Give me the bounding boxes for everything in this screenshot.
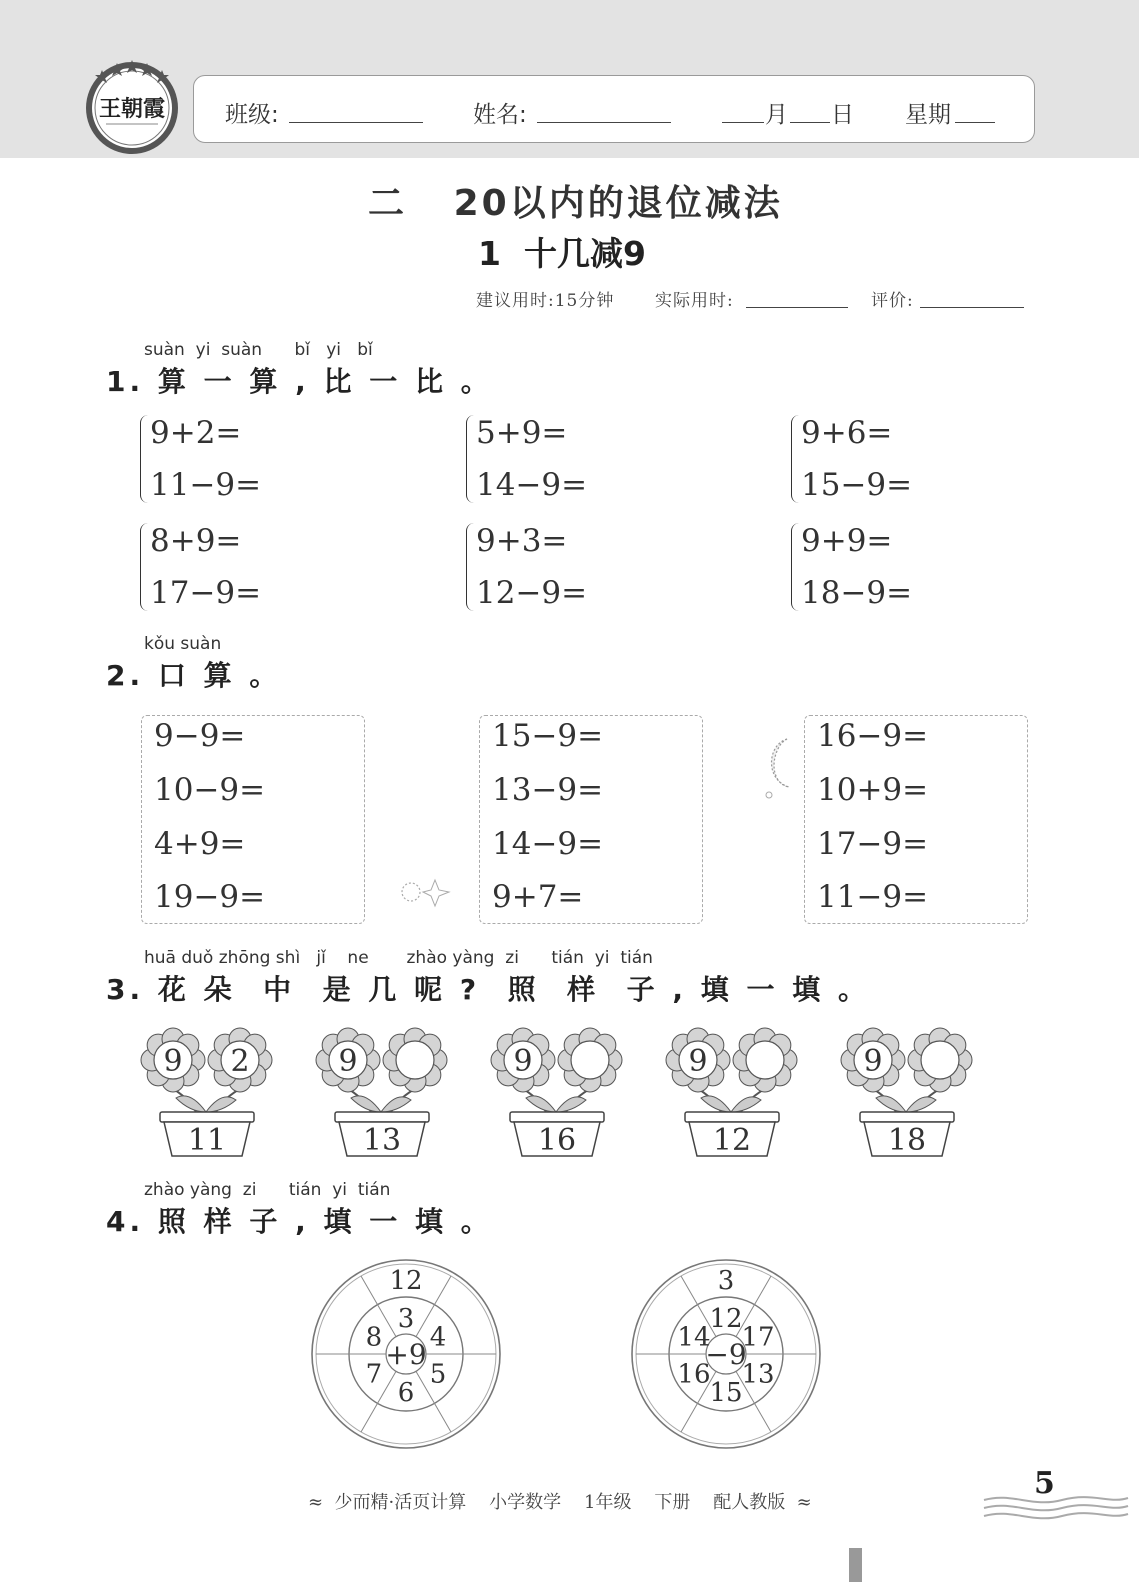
rating-label: 评价: [871, 291, 914, 311]
q1-pair [466, 415, 588, 503]
flower [491, 1028, 555, 1092]
unit-title: 二 20以内的退位减法 [368, 183, 783, 224]
wheel-inner-number: 5 [429, 1359, 447, 1390]
wheel-outer-number: 12 [389, 1266, 423, 1296]
flower [383, 1028, 447, 1092]
wheel-inner-number: 12 [709, 1304, 743, 1334]
page-number: 5 [1034, 1466, 1055, 1501]
q1-pair [140, 523, 262, 611]
month-field[interactable] [722, 122, 764, 123]
equation: 14−9= [476, 467, 588, 503]
wheel-inner-number: 14 [677, 1322, 711, 1353]
day-label: 日 [831, 102, 854, 128]
equation: 19−9= [154, 879, 266, 915]
suggested-time: 建议用时:15分钟 [476, 291, 615, 311]
wheel-inner-number: 7 [365, 1359, 383, 1390]
equation: 15−9= [492, 718, 604, 754]
wheel-inner-number: 8 [365, 1322, 383, 1353]
pot-rim [685, 1112, 779, 1122]
wave-decoration-icon [982, 1490, 1130, 1524]
sparkle-icon [395, 872, 465, 912]
wheel-inner-number: 17 [741, 1322, 775, 1353]
wheel-inner-number: 16 [677, 1359, 711, 1390]
pot-rim [160, 1112, 254, 1122]
weekday-label: 星期 [905, 102, 951, 128]
flower [316, 1028, 380, 1092]
equation: 5+9= [476, 415, 568, 451]
name-label: 姓名: [473, 102, 527, 128]
number-wheels [300, 1256, 840, 1456]
wheel-outer-number: 3 [717, 1266, 735, 1296]
flower [841, 1028, 905, 1092]
oral-box [479, 715, 703, 924]
pot-rim [860, 1112, 954, 1122]
pot-rim [510, 1112, 604, 1122]
weekday-field[interactable] [955, 122, 995, 123]
equation: 14−9= [492, 826, 604, 862]
flower-pot-group [141, 1028, 272, 1158]
equation: 9+9= [801, 523, 893, 559]
q3-title: 3. 花 朵 中 是 几 呢 ? 照 样 子 , 填 一 填 。 [106, 973, 870, 1006]
q1-pair [140, 415, 262, 503]
flower [208, 1028, 272, 1092]
lesson-title: 1 十几减9 [478, 234, 646, 273]
moon-icon [757, 735, 805, 805]
flower [141, 1028, 205, 1092]
flower-pot-group [316, 1028, 447, 1158]
brand-name: 王朝霞 [98, 96, 166, 122]
q1-pair [791, 415, 913, 503]
class-label: 班级: [225, 102, 279, 128]
number-wheel [312, 1260, 500, 1448]
q1-pinyin: suàn yi suàn bǐ yi bǐ [144, 340, 373, 360]
pot-number: 12 [712, 1123, 752, 1158]
page-tab-marker [849, 1548, 862, 1582]
q2-pinyin: kǒu suàn [144, 634, 222, 654]
actual-time-field[interactable] [746, 307, 848, 308]
q3-pinyin: huā duǒ zhōng shì jǐ ne zhào yàng zi tián yi tián [144, 948, 653, 968]
flower-pot-group [666, 1028, 797, 1158]
wheel-inner-number: 13 [741, 1359, 775, 1390]
flower [908, 1028, 972, 1092]
rating-field[interactable] [920, 307, 1024, 308]
equation: 9+2= [150, 415, 242, 451]
equation: 9+7= [492, 879, 584, 915]
flower-number: 2 [230, 1044, 250, 1079]
pot-rim [335, 1112, 429, 1122]
equation: 17−9= [817, 826, 929, 862]
equation: 15−9= [801, 467, 913, 503]
flower [733, 1028, 797, 1092]
month-label: 月 [765, 102, 788, 128]
number-wheel [632, 1260, 820, 1448]
day-field[interactable] [790, 122, 830, 123]
pot-number: 18 [887, 1123, 927, 1158]
flower-number: 9 [863, 1044, 883, 1079]
q4-title: 4. 照 样 子 , 填 一 填 。 [106, 1205, 493, 1238]
wheel-inner-number: 3 [397, 1304, 415, 1334]
q4-pinyin: zhào yàng zi tián yi tián [144, 1180, 391, 1200]
flower-pots [130, 1020, 1000, 1170]
wheel-center: +9 [385, 1338, 427, 1371]
q1-pair [466, 523, 588, 611]
equation: 17−9= [150, 575, 262, 611]
oral-box [804, 715, 1028, 924]
equation: 10+9= [817, 772, 929, 808]
wheel-inner-number: 6 [397, 1378, 415, 1408]
q2-title: 2. 口 算 。 [106, 659, 282, 692]
equation: 9−9= [154, 718, 246, 754]
actual-time-label: 实际用时: [655, 291, 734, 311]
flower [558, 1028, 622, 1092]
flower-pot-group [841, 1028, 972, 1158]
wheel-inner-number: 4 [429, 1322, 447, 1353]
oral-box [141, 715, 365, 924]
flower [666, 1028, 730, 1092]
q1-title: 1. 算 一 算 , 比 一 比 。 [106, 365, 493, 398]
equation: 4+9= [154, 826, 246, 862]
equation: 11−9= [817, 879, 929, 915]
equation: 9+3= [476, 523, 568, 559]
pot-number: 16 [537, 1123, 577, 1158]
footer-text: ≈ 少而精·活页计算 小学数学 1年级 下册 配人教版 ≈ [308, 1492, 812, 1513]
class-field[interactable] [289, 122, 423, 123]
wheel-inner-number: 15 [709, 1378, 743, 1408]
equation: 16−9= [817, 718, 929, 754]
brand-logo [84, 60, 180, 156]
equation: 18−9= [801, 575, 913, 611]
pot-number: 11 [187, 1123, 227, 1158]
flower-number: 9 [338, 1044, 358, 1079]
pot-number: 13 [362, 1123, 402, 1158]
q1-pair [791, 523, 913, 611]
equation: 11−9= [150, 467, 262, 503]
flower-number: 9 [513, 1044, 533, 1079]
wheel-center: −9 [705, 1338, 747, 1371]
name-field[interactable] [537, 122, 671, 123]
flower-number: 9 [688, 1044, 708, 1079]
equation: 13−9= [492, 772, 604, 808]
equation: 8+9= [150, 523, 242, 559]
equation: 9+6= [801, 415, 893, 451]
equation: 12−9= [476, 575, 588, 611]
flower-pot-group [491, 1028, 622, 1158]
equation: 10−9= [154, 772, 266, 808]
flower-number: 9 [163, 1044, 183, 1079]
